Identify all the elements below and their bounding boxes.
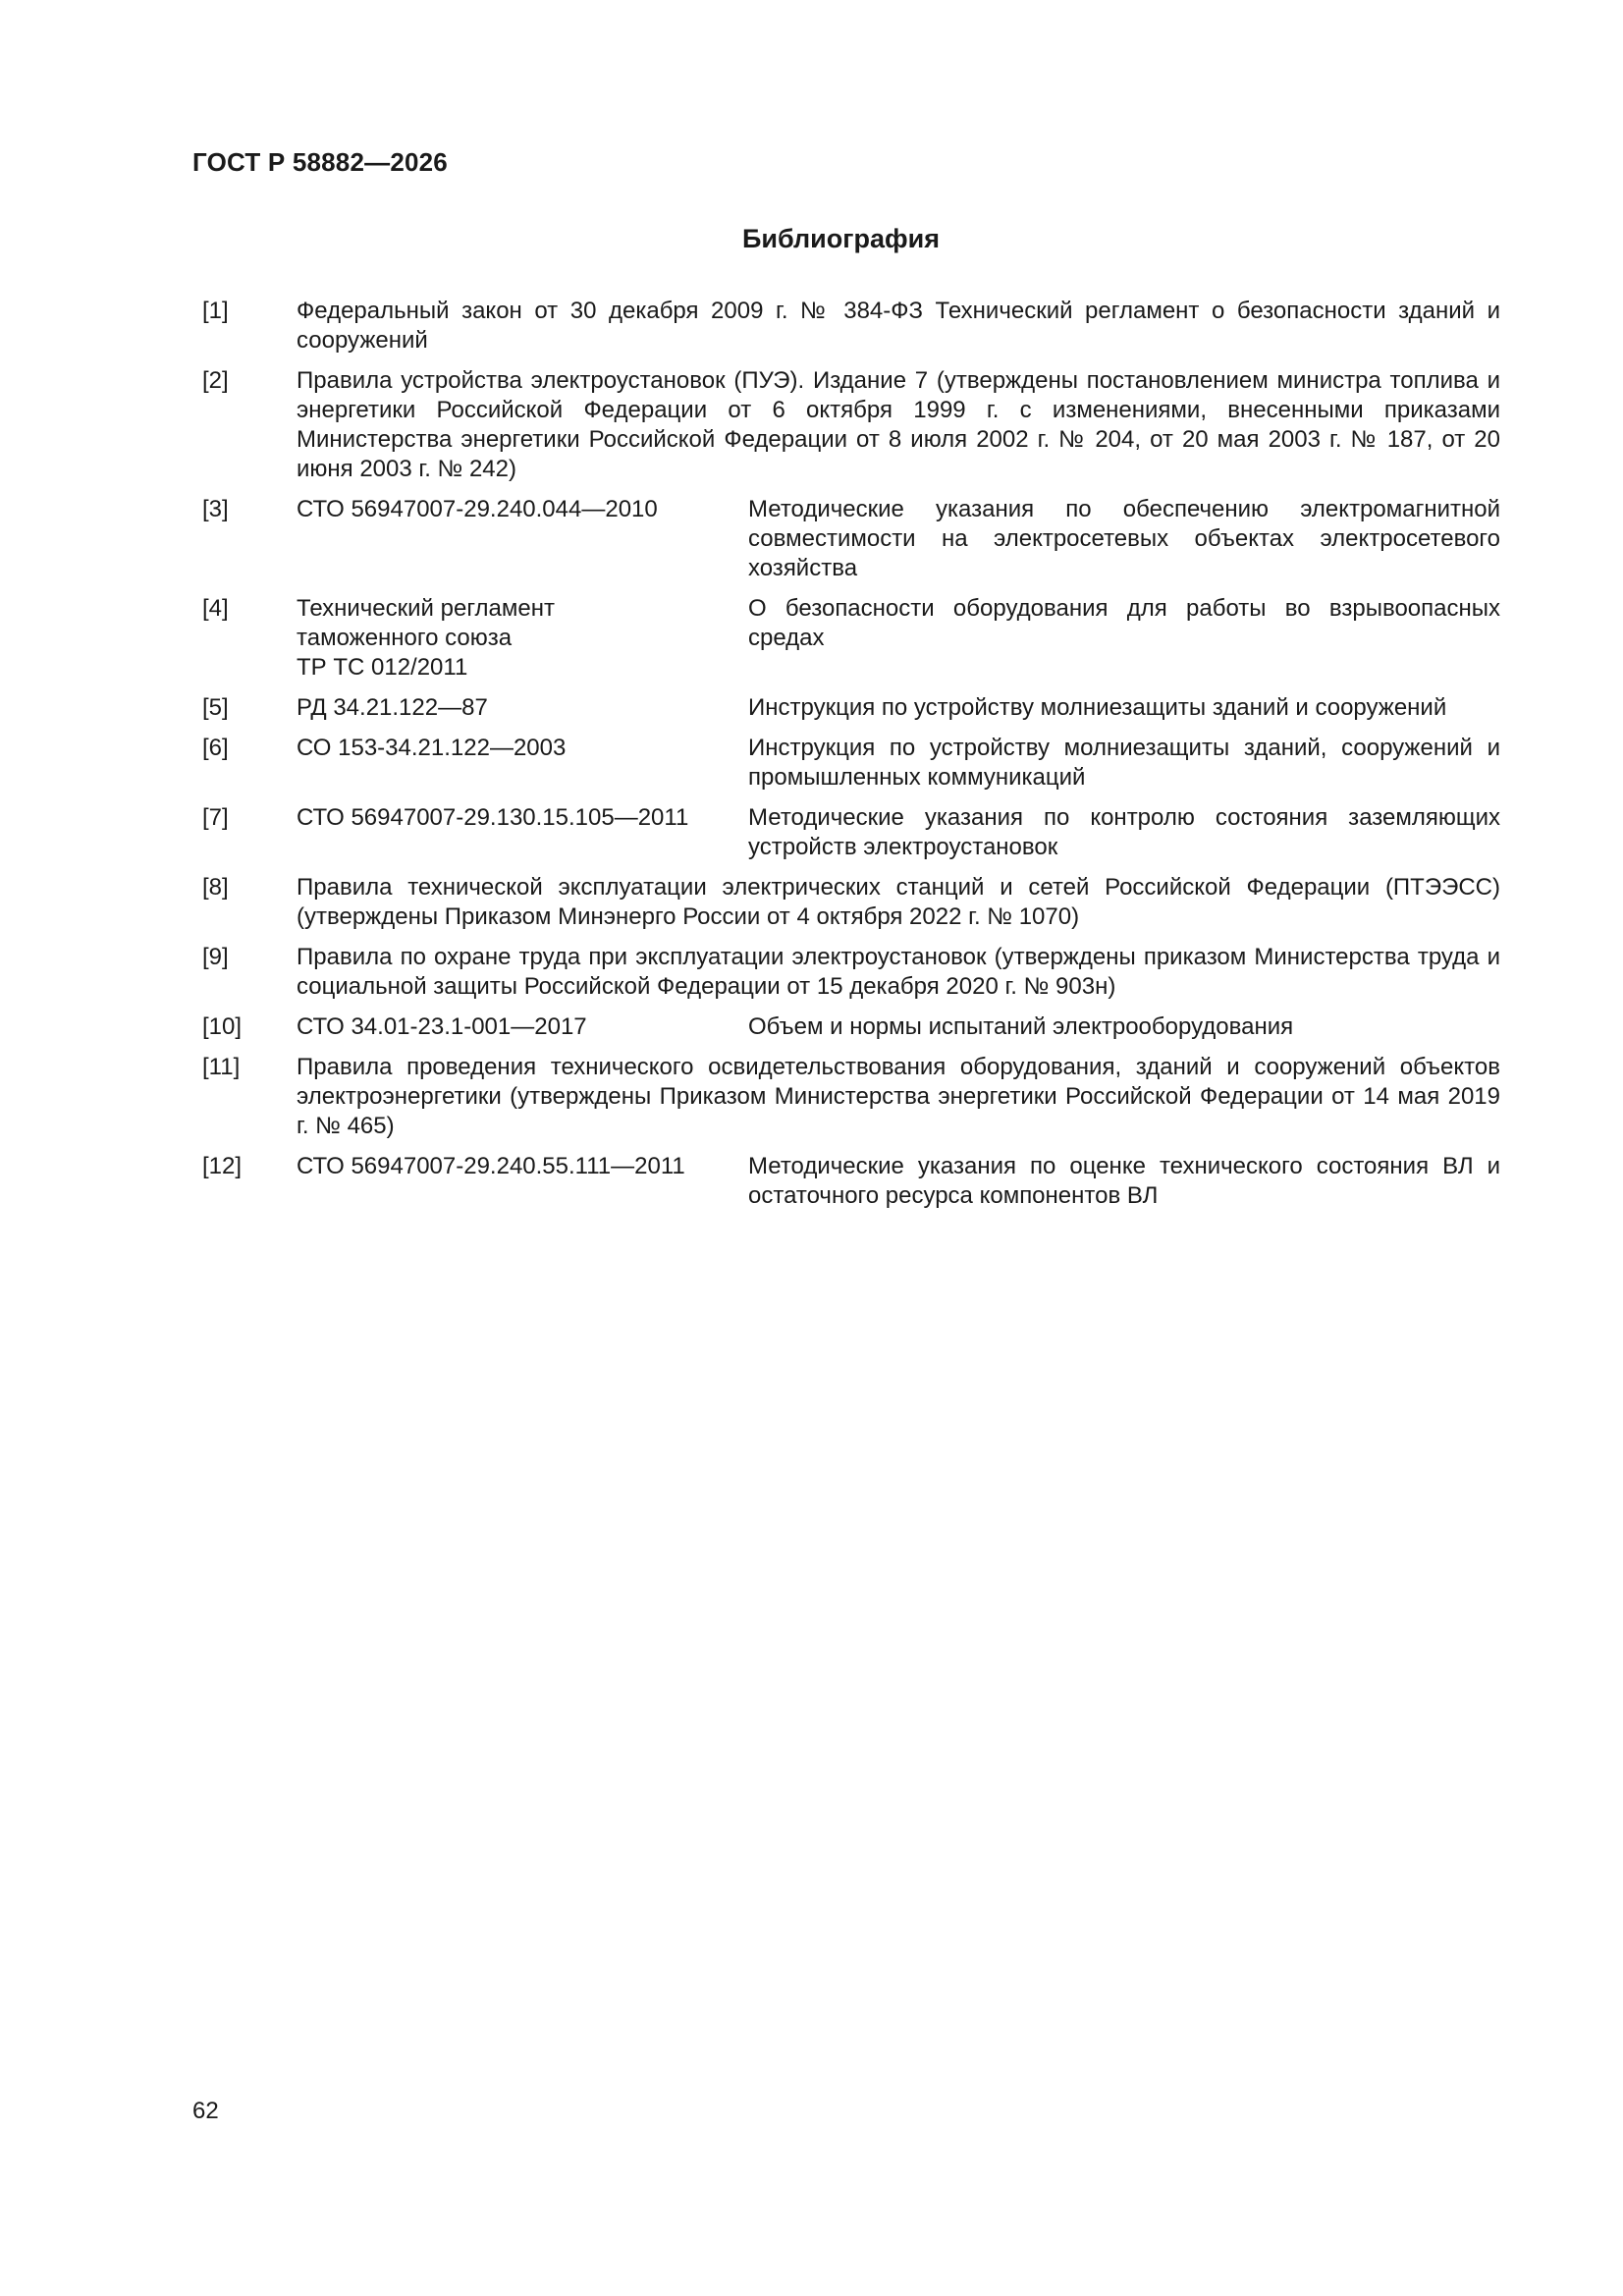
- entry-document-title: Инструкция по устройству молниезащиты зданий и сооружений: [748, 694, 1447, 721]
- entry-number: [10]: [202, 1013, 243, 1040]
- entry-document-code: СТО 56947007-29.240.044—2010: [297, 496, 658, 522]
- entry-number: [7]: [202, 804, 229, 831]
- entry-document-code: СТО 56947007-29.130.15.105—2011: [297, 804, 689, 831]
- entry-number: [5]: [202, 694, 229, 721]
- entry-document-code: СТО 56947007-29.240.55.111—2011: [297, 1153, 685, 1179]
- entry-number: [4]: [202, 595, 229, 622]
- entry-number: [8]: [202, 874, 229, 901]
- entry-number: [12]: [202, 1153, 243, 1179]
- entry-text: Правила устройства электроустановок (ПУЭ). Издание 7 (утверждены постановлением министра топлива и энергетики Российской Федерации от 6 октября 1999 г. с изменениями, внесенными приказами Министерства энергетики Российской Федерации от 8 июля 2002 г. № 204, от 20 мая 2003 г. № 187, от 20 июня 2003 г. № 242): [297, 367, 1500, 482]
- entry-text: Правила технической эксплуатации электрических станций и сетей Российской Федерации (ПТЭЭСС) (утверждены Приказом Минэнерго России от 4 октября 2022 г. № 1070): [297, 874, 1500, 930]
- page-number: 62: [192, 2098, 219, 2124]
- bibliography-entry-7: [202, 803, 1500, 862]
- entry-number: [3]: [202, 496, 229, 522]
- bibliography-list: [202, 297, 1500, 1222]
- entry-document-code: Технический регламент таможенного союза ТР ТС 012/2011: [297, 595, 555, 681]
- entry-document-code: СТО 34.01-23.1-001—2017: [297, 1013, 587, 1040]
- entry-document-title: Методические указания по оценке технического состояния ВЛ и остаточного ресурса компонентов ВЛ: [748, 1153, 1500, 1209]
- entry-number: [1]: [202, 298, 229, 324]
- bibliography-entry-8: [202, 873, 1500, 932]
- bibliography-entry-9: [202, 943, 1500, 1002]
- entry-number: [2]: [202, 367, 229, 394]
- entry-document-code: РД 34.21.122—87: [297, 694, 488, 721]
- entry-text: Федеральный закон от 30 декабря 2009 г. № 384-ФЗ Технический регламент о безопасности зданий и сооружений: [297, 298, 1500, 354]
- entry-number: [9]: [202, 944, 229, 970]
- bibliography-entry-5: [202, 693, 1500, 723]
- entry-text: Правила проведения технического освидетельствования оборудования, зданий и сооружений объектов электроэнергетики (утверждены Приказом Министерства энергетики Российской Федерации от 14 мая 2019 г. № 465): [297, 1054, 1500, 1139]
- entry-document-title: Методические указания по контролю состояния заземляющих устройств электроустановок: [748, 804, 1500, 860]
- bibliography-entry-3: [202, 495, 1500, 583]
- bibliography-entry-4: [202, 594, 1500, 683]
- entry-document-code: СО 153-34.21.122—2003: [297, 735, 567, 761]
- bibliography-entry-11: [202, 1053, 1500, 1141]
- entry-number: [11]: [202, 1054, 241, 1080]
- entry-text: Правила по охране труда при эксплуатации электроустановок (утверждены приказом Министерства труда и социальной защиты Российской Федерации от 15 декабря 2020 г. № 903н): [297, 944, 1500, 1000]
- entry-number: [6]: [202, 735, 229, 761]
- document-header: ГОСТ Р 58882—2026: [192, 147, 448, 177]
- bibliography-entry-10: [202, 1012, 1500, 1042]
- bibliography-entry-2: [202, 366, 1500, 484]
- bibliography-entry-1: [202, 297, 1500, 355]
- entry-document-title: Методические указания по обеспечению электромагнитной совместимости на электросетевых объектах электросетевого хозяйства: [748, 496, 1500, 581]
- bibliography-entry-6: [202, 734, 1500, 793]
- entry-document-title: Объем и нормы испытаний электрооборудования: [748, 1013, 1294, 1040]
- section-title: Библиография: [742, 224, 940, 253]
- entry-document-title: О безопасности оборудования для работы во взрывоопасных средах: [748, 595, 1500, 651]
- entry-document-title: Инструкция по устройству молниезащиты зданий, сооружений и промышленных коммуникаций: [748, 735, 1500, 791]
- bibliography-entry-12: [202, 1152, 1500, 1211]
